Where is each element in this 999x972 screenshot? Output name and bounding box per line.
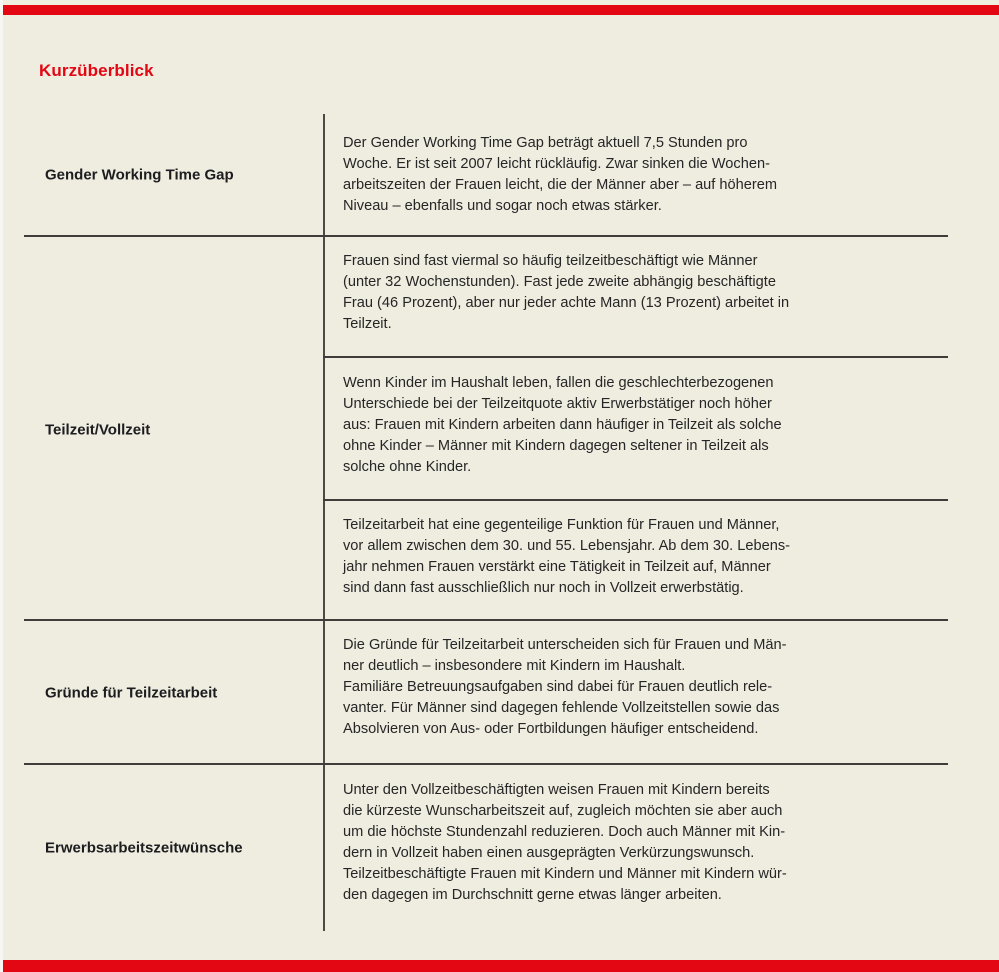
text-line: (unter 32 Wochenstunden). Fast jede zweite abhängig beschäftigte bbox=[343, 274, 776, 290]
text-line: Familiäre Betreuungsaufgaben sind dabei für Frauen deutlich rele- bbox=[343, 679, 773, 695]
text-line: sind dann fast ausschließlich nur noch in Vollzeit erwerbstätig. bbox=[343, 580, 744, 596]
text-line: solche ohne Kinder. bbox=[343, 459, 472, 475]
cell-divider bbox=[323, 356, 948, 358]
text-line: Woche. Er ist seit 2007 leicht rückläufig. Zwar sinken die Wochen- bbox=[343, 156, 770, 172]
row-divider bbox=[24, 763, 948, 765]
text-line: aus: Frauen mit Kindern arbeiten dann häufiger in Teilzeit als solche bbox=[343, 417, 782, 433]
text-line: Frauen sind fast viermal so häufig teilzeitbeschäftigt wie Männer bbox=[343, 253, 758, 269]
row-text-teilzeit-vollzeit-2 bbox=[343, 373, 943, 478]
row-text-teilzeit-vollzeit-3 bbox=[343, 515, 943, 599]
text-line: arbeitszeiten der Frauen leicht, die der Männer aber – auf höherem bbox=[343, 177, 778, 193]
row-label-erwerbsarbeitszeitwuensche: Erwerbsarbeitszeitwünsche bbox=[45, 839, 243, 857]
text-line: Teilzeitarbeit hat eine gegenteilige Funktion für Frauen und Männer, bbox=[343, 517, 780, 533]
text-line: um die höchste Stundenzahl reduzieren. Doch auch Männer mit Kin- bbox=[343, 824, 786, 840]
text-line: Absolvieren von Aus- oder Fortbildungen häufiger entscheidend. bbox=[343, 721, 759, 737]
text-line: Die Gründe für Teilzeitarbeit unterscheiden sich für Frauen und Män- bbox=[343, 637, 787, 653]
row-text-teilzeit-vollzeit-1 bbox=[343, 251, 943, 335]
row-text-erwerbsarbeitszeitwuensche bbox=[343, 780, 943, 906]
text-line: ohne Kinder – Männer mit Kindern dagegen seltener in Teilzeit als bbox=[343, 438, 769, 454]
text-line: die kürzeste Wunscharbeitszeit auf, zugleich möchten sie aber auch bbox=[343, 803, 783, 819]
text-line: Frau (46 Prozent), aber nur jeder achte Mann (13 Prozent) arbeitet in bbox=[343, 295, 790, 311]
text-line: Teilzeit. bbox=[343, 316, 392, 332]
text-line: jahr nehmen Frauen verstärkt eine Tätigkeit in Teilzeit auf, Männer bbox=[343, 559, 771, 575]
text-line: Unterschiede bei der Teilzeitquote aktiv Erwerbstätiger noch höher bbox=[343, 396, 772, 412]
text-line: ner deutlich – insbesondere mit Kindern im Haushalt. bbox=[343, 658, 686, 674]
text-line: Unter den Vollzeitbeschäftigten weisen Frauen mit Kindern bereits bbox=[343, 782, 770, 798]
row-text-gruende-fuer-teilzeitarbeit bbox=[343, 635, 943, 740]
row-divider bbox=[24, 619, 948, 621]
row-text-gender-working-time-gap bbox=[343, 133, 943, 217]
top-accent-bar bbox=[3, 5, 999, 15]
text-line: Niveau – ebenfalls und sogar noch etwas stärker. bbox=[343, 198, 662, 214]
row-label-teilzeit-vollzeit: Teilzeit/Vollzeit bbox=[45, 421, 151, 439]
text-line: vor allem zwischen dem 30. und 55. Lebensjahr. Ab dem 30. Lebens- bbox=[343, 538, 791, 554]
text-line: Teilzeitbeschäftigte Frauen mit Kindern und Männer mit Kindern wür- bbox=[343, 866, 787, 882]
text-line: Wenn Kinder im Haushalt leben, fallen die geschlechterbezogenen bbox=[343, 375, 774, 391]
section-title: Kurzüberblick bbox=[39, 61, 154, 80]
text-line: vanter. Für Männer sind dagegen fehlende Vollzeitstellen sowie das bbox=[343, 700, 780, 716]
text-line: dern in Vollzeit haben einen ausgeprägten Verkürzungswunsch. bbox=[343, 845, 755, 861]
row-label-gender-working-time-gap: Gender Working Time Gap bbox=[45, 166, 234, 184]
row-label-gruende-fuer-teilzeitarbeit: Gründe für Teilzeitarbeit bbox=[45, 684, 218, 702]
cell-divider bbox=[323, 499, 948, 501]
text-line: den dagegen im Durchschnitt gerne etwas länger arbeiten. bbox=[343, 887, 722, 903]
text-line: Der Gender Working Time Gap beträgt aktuell 7,5 Stunden pro bbox=[343, 135, 748, 151]
row-divider bbox=[24, 235, 948, 237]
bottom-accent-bar bbox=[3, 960, 999, 972]
page-edge bbox=[0, 0, 3, 972]
